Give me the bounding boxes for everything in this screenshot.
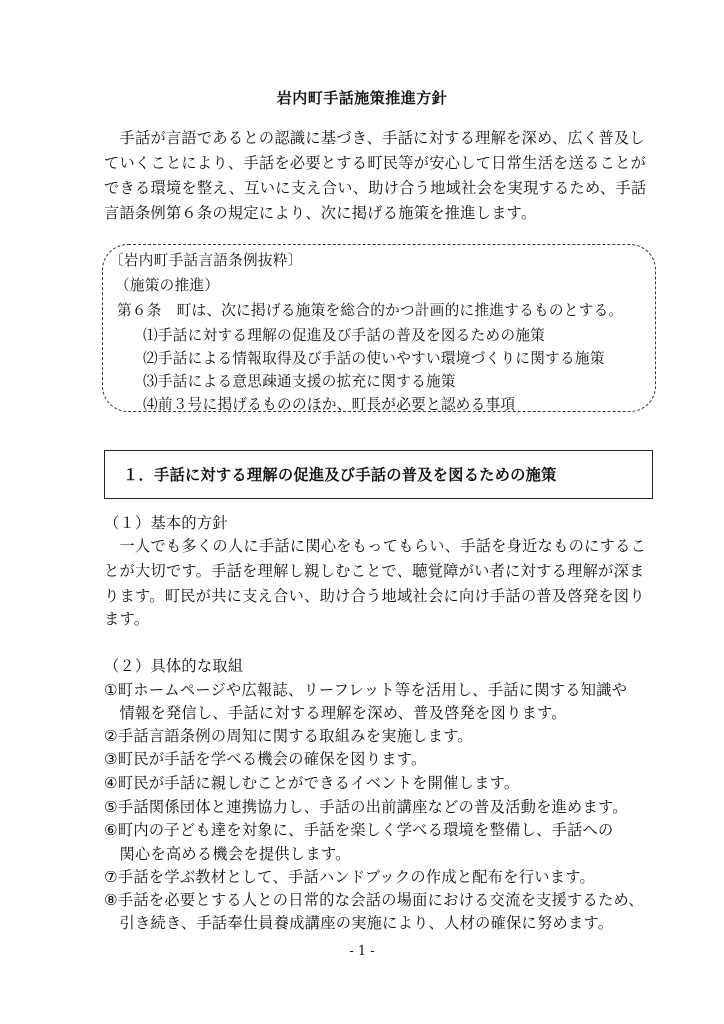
action-line: ⑦手話を学ぶ教材として、手話ハンドブックの作成と配布を行います。 xyxy=(104,868,595,886)
action-line: ④町民が手話に親しむことができるイベントを開催します。 xyxy=(104,774,520,792)
excerpt-item: ⑴手話に対する理解の促進及び手話の普及を図るための施策 xyxy=(143,327,546,344)
page-number: - 1 - xyxy=(349,944,375,959)
excerpt-label: 〔岩内町手話言語条例抜粋〕 xyxy=(109,252,303,269)
basic-policy-line: とが大切です。手話を理解し親しむことで、聴覚障がい者に対する理解が深ま xyxy=(104,562,645,580)
basic-policy-label: （１）基本的方針 xyxy=(104,514,228,532)
section-heading-box xyxy=(104,450,653,499)
action-line: 情報を発信し、手話に対する理解を深め、普及啓発を図ります。 xyxy=(104,704,567,722)
excerpt-article: 第６条 町は、次に掲げる施策を総合的かつ計画的に推進するものとする。 xyxy=(117,302,624,319)
intro-line: できる環境を整え、互いに支え合い、助け合う地域社会を実現するため、手話 xyxy=(104,179,647,197)
excerpt-item: ⑵手話による情報取得及び手話の使いやすい環境づくりに関する施策 xyxy=(143,350,605,367)
action-line: ⑤手話関係団体と連携協力し、手話の出前講座などの普及活動を進めます。 xyxy=(104,798,628,816)
intro-line: 手話が言語であるとの認識に基づき、手話に対する理解を深め、広く普及し xyxy=(104,129,645,147)
excerpt-item: ⑶手話による意思疎通支援の拡充に関する施策 xyxy=(143,373,456,390)
document-title: 岩内町手話施策推進方針 xyxy=(276,89,448,107)
intro-line: ていくことにより、手話を必要とする町民等が安心して日常生活を送ることが xyxy=(104,154,647,172)
excerpt-subheading: （施策の推進） xyxy=(115,277,220,294)
basic-policy-line: ます。 xyxy=(104,610,150,628)
excerpt-item: ⑷前３号に掲げるもののほか、町長が必要と認める事項 xyxy=(143,396,516,413)
action-line: ⑧手話を必要とする人との日常的な会話の場面における交流を支援するため、 xyxy=(104,891,644,909)
action-line: 関心を高める機会を提供します。 xyxy=(104,845,351,863)
basic-policy-line: 一人でも多くの人に手話に関心をもってもらい、手話を身近なものにするこ xyxy=(104,537,647,555)
section-heading: １．手話に対する理解の促進及び手話の普及を図るための施策 xyxy=(123,466,557,484)
action-line: ⑥町内の子ども達を対象に、手話を楽しく学べる環境を整備し、手話への xyxy=(104,821,614,839)
action-line: ①町ホームページや広報誌、リーフレット等を活用し、手話に関する知識や xyxy=(104,681,628,699)
basic-policy-line: ります。町民が共に支え合い、助け合う地域社会に向け手話の普及啓発を図り xyxy=(104,587,645,605)
ordinance-excerpt-box xyxy=(102,244,656,412)
concrete-actions-label: （２）具体的な取組 xyxy=(104,657,244,675)
action-line: ③町民が手話を学べる機会の確保を図ります。 xyxy=(104,750,427,768)
action-line: 引き続き、手話奉仕員養成講座の実施により、人材の確保に努めます。 xyxy=(104,914,614,932)
intro-line: 言語条例第６条の規定により、次に掲げる施策を推進します。 xyxy=(104,204,537,222)
action-line: ②手話言語条例の周知に関する取組みを実施します。 xyxy=(104,727,473,745)
